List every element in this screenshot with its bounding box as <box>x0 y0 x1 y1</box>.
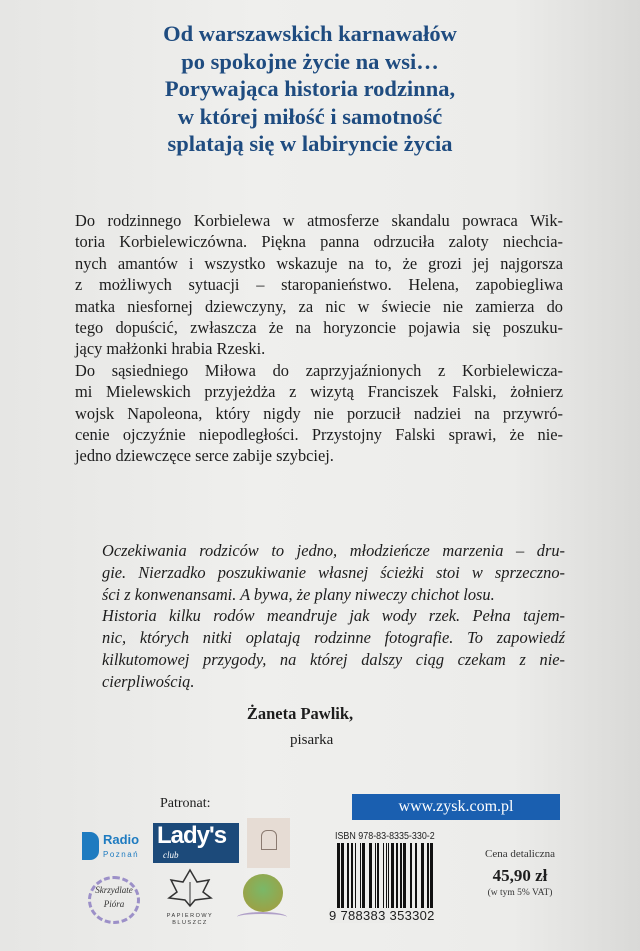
website-link[interactable]: www.zysk.com.pl <box>352 794 560 820</box>
price-vat: (w tym 5% VAT) <box>487 888 553 898</box>
bookstore-logo <box>247 818 290 868</box>
blurb-line: jedno dziewczęce serce zabije szybciej. <box>75 446 334 466</box>
barcode-bar <box>400 843 402 909</box>
barcode-bar <box>369 843 372 909</box>
isbn-text: ISBN 978-83-8335-330-2 <box>335 830 435 842</box>
open-book-icon <box>237 912 287 922</box>
blurb-line: mi Mielewskich przyjeżdża z wizytą Franciszek Falski, żołnierz <box>75 382 563 402</box>
quote-line: Historia kilku rodów meandruje jak wody rzek. Pełna tajem- <box>102 606 565 626</box>
ladys-logo-subtext: club <box>163 850 179 860</box>
price-value: 45,90 zł <box>492 866 548 885</box>
radio-r-icon <box>82 832 99 860</box>
barcode-bar <box>355 843 356 909</box>
quote <box>102 540 565 693</box>
barcode-bar <box>427 843 429 909</box>
barcode-bar <box>375 843 376 909</box>
patronat-label: Patronat: <box>160 796 211 811</box>
blurb-line: Do rodzinnego Korbielewa w atmosferze skandalu powraca Wik- <box>75 211 563 230</box>
quote-line: kilkutomowej przygody, na której dalszy ciąg czekam z nie- <box>102 649 565 669</box>
radio-poznan-logo <box>82 832 152 862</box>
barcode-bar <box>415 843 417 909</box>
radio-logo-subtext: Poznań <box>103 850 140 859</box>
tree-book-logo <box>235 874 287 926</box>
blurb-line: wojsk Napoleona, który nigdy nie porzucił nadziei na przywró- <box>75 403 563 423</box>
barcode-bar <box>337 843 340 909</box>
radio-logo-text: Radio <box>103 832 140 847</box>
quote-line: Oczekiwania rodziców to jedno, młodzieńcze marzenia – dru- <box>102 541 565 560</box>
barcode-bar <box>388 843 389 909</box>
headline-line: Od warszawskich karnawałów <box>163 21 457 46</box>
ladys-logo-text: Lady's <box>157 822 227 849</box>
ladys-club-logo <box>153 823 239 863</box>
barcode-bar <box>347 843 349 909</box>
headline-line: w której miłość i samotność <box>177 103 443 129</box>
quote-line: nic, których nitki oplatają rodzinne fotografie. To zapowiedź <box>102 628 565 648</box>
barcode-bar <box>391 843 394 909</box>
ean-number: 9 788383 353302 <box>329 908 435 923</box>
blurb-line: nych amantów i wszystko wskazuje na to, że grozi jej najgorsza <box>75 253 563 273</box>
barcode-bar <box>430 843 433 909</box>
barcode-bar <box>377 843 379 909</box>
headline-line: Porywająca historia rodzinna, <box>164 76 456 101</box>
blurb-line: cenie ojczyźnie niepodległości. Przystojny Falski sprawi, że nie- <box>75 425 563 445</box>
skrzydlate-piora-logo: Skrzydlate Pióra <box>88 876 140 924</box>
barcode-bar <box>383 843 384 909</box>
papierowy-text: PAPIEROWY <box>166 913 214 919</box>
quote-line: cierpliwością. <box>102 671 195 691</box>
price-label: Cena detaliczna <box>485 848 555 860</box>
blurb-line: Do sąsiedniego Miłowa do zaprzyjaźnionych z Korbielewicza- <box>75 360 563 380</box>
blurb-line: toria Korbielewiczówna. Piękna panna odrzuciła zaloty niechcia- <box>75 232 563 252</box>
barcode-bar <box>362 843 365 909</box>
barcode-bar <box>403 843 406 909</box>
author-name: Żaneta Pawlik, <box>246 704 354 723</box>
blurb-line: matka niesfornej dziewczyny, za nic w świecie nie zamierza do <box>75 296 563 316</box>
blurb-line: tego dopuścić, zwłaszcza że na horyzoncie pojawia się poszuku- <box>75 318 563 338</box>
barcode-bar <box>421 843 424 909</box>
headline-line: splatają się w labiryncie życia <box>167 131 453 156</box>
author-role: pisarka <box>290 732 334 748</box>
blurb-line: jący małżonki hrabia Rzeski. <box>75 339 266 359</box>
blurb-line: z możliwych sytuacji – staropanieństwo. Helena, zapobiegliwa <box>75 275 563 295</box>
barcode-bar <box>386 843 387 909</box>
headline-line: po spokojne życie na wsi… <box>181 48 439 74</box>
tree-icon <box>243 874 283 912</box>
barcode-bar <box>341 843 344 909</box>
papierowy-bluszcz-logo <box>165 868 215 924</box>
quote-line: gie. Nierzadko poszukiwanie własnej ścieżki stoi w sprzeczno- <box>102 562 565 582</box>
barcode-bar <box>351 843 353 909</box>
barcode-bar <box>396 843 398 909</box>
barcode-bar <box>410 843 412 909</box>
barcode-bar <box>360 843 361 909</box>
ivy-leaf-icon <box>165 868 215 908</box>
bluszcz-text: BLUSZCZ <box>172 920 208 926</box>
headline <box>60 20 560 158</box>
blurb <box>75 210 563 467</box>
quote-line: ści z konwenansami. A bywa, że plany niweczy chichot losu. <box>102 584 495 604</box>
